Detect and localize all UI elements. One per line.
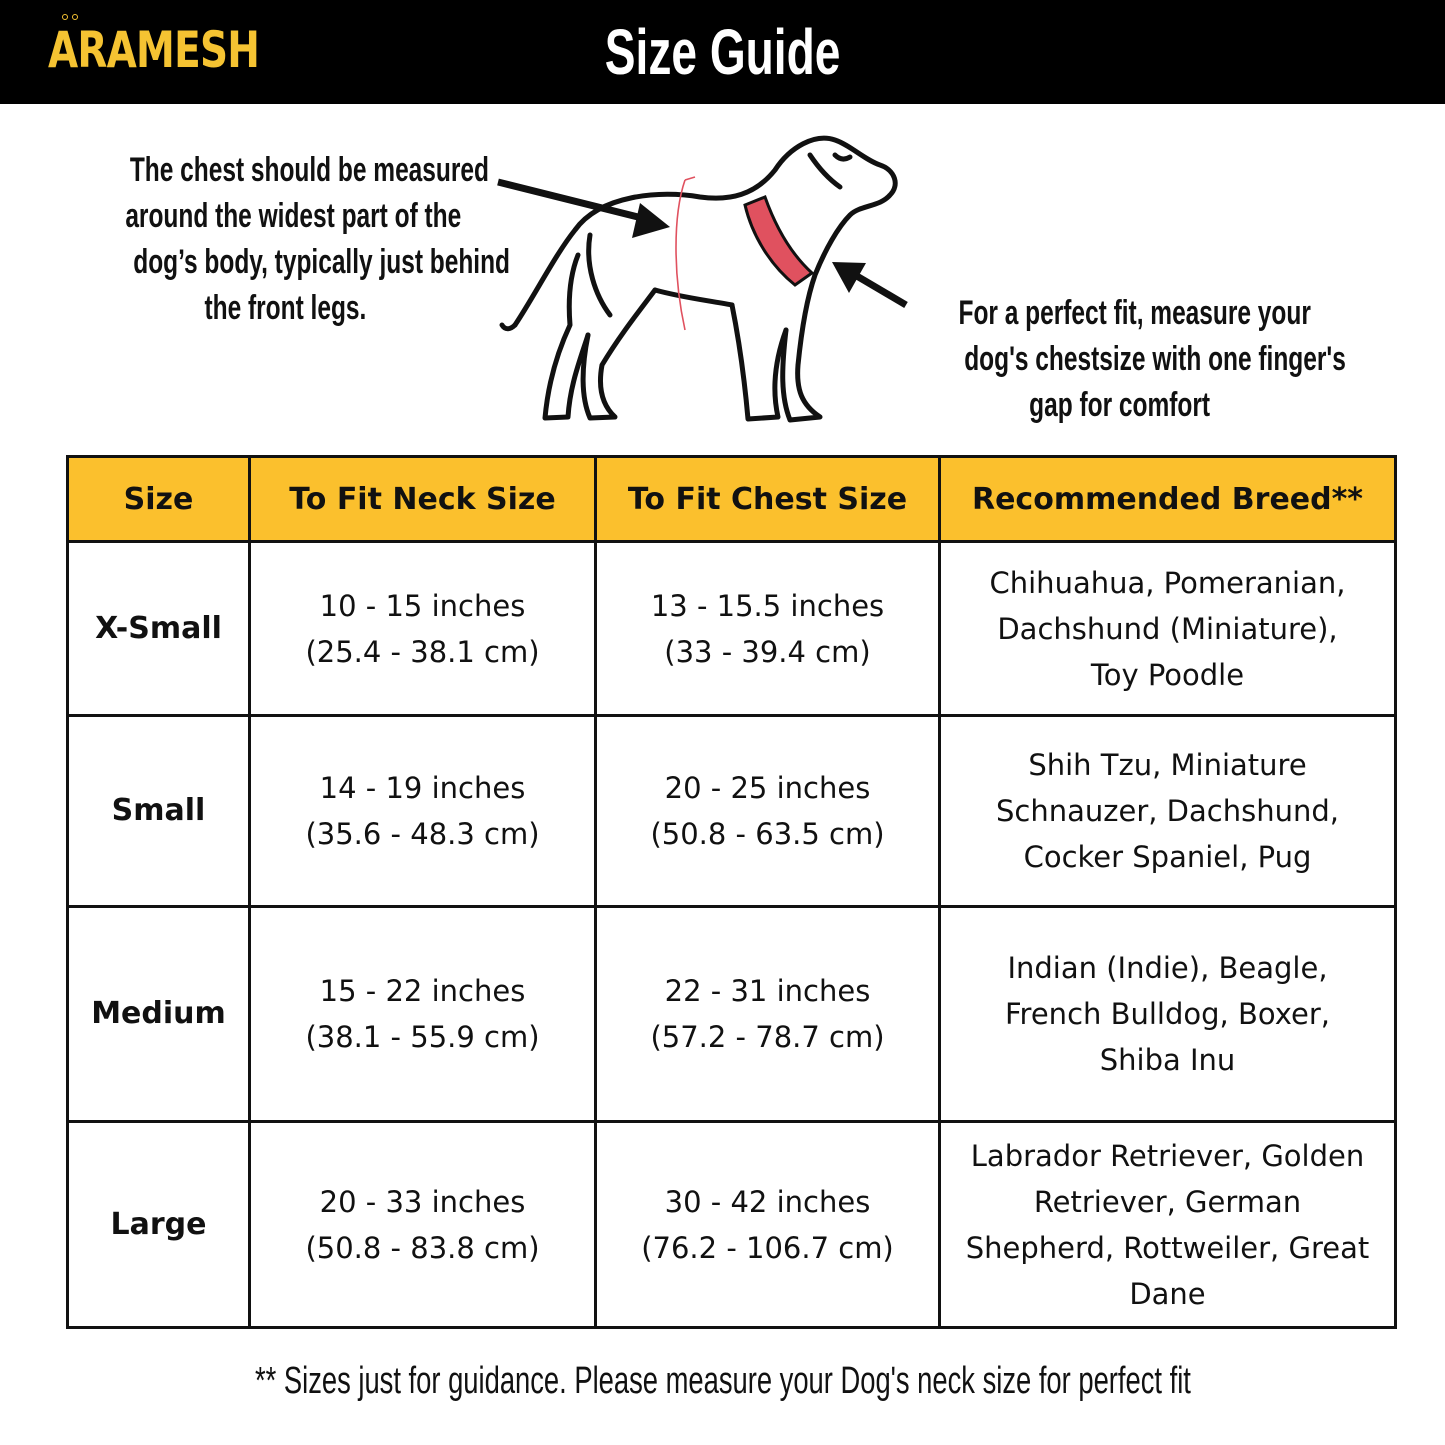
size-cell: Large (68, 1122, 250, 1328)
neck-cell: 10 - 15 inches (25.4 - 38.1 cm) (250, 542, 596, 716)
table-row (68, 1122, 1396, 1328)
table-row (68, 716, 1396, 907)
left-arrow-icon (498, 182, 670, 238)
note-line: dog’s body, typically just behind (133, 243, 511, 281)
dog-outline (502, 138, 895, 420)
brand-logo: ARAMESH (48, 21, 260, 79)
breed-cell: Chihuahua, Pomeranian, Dachshund (Miniature), Toy Poodle (940, 542, 1396, 716)
header-neck: To Fit Neck Size (250, 457, 596, 542)
page-title: Size Guide (604, 16, 841, 88)
chest-measure-note (60, 147, 510, 331)
breed-cell: Labrador Retriever, Golden Retriever, German Shepherd, Rottweiler, Great Dane (940, 1122, 1396, 1328)
footer-note: ** Sizes just for guidance. Please measure your Dog's neck size for perfect fit (254, 1360, 1191, 1402)
size-cell: X-Small (68, 542, 250, 716)
fit-tip-note (890, 290, 1350, 428)
size-cell: Small (68, 716, 250, 907)
dog-illustration (490, 125, 920, 430)
header-size: Size (68, 457, 250, 542)
breed-cell: Indian (Indie), Beagle, French Bulldog, Boxer, Shiba Inu (940, 907, 1396, 1122)
header-chest: To Fit Chest Size (596, 457, 940, 542)
neck-cell: 14 - 19 inches (35.6 - 48.3 cm) (250, 716, 596, 907)
header-bar (0, 0, 1445, 104)
breed-cell: Shih Tzu, Miniature Schnauzer, Dachshund, Cocker Spaniel, Pug (940, 716, 1396, 907)
neck-cell: 15 - 22 inches (38.1 - 55.9 cm) (250, 907, 596, 1122)
table-row (68, 542, 1396, 716)
chest-cell: 20 - 25 inches (50.8 - 63.5 cm) (596, 716, 940, 907)
note-line: dog's chestsize with one finger's (964, 340, 1346, 378)
chest-measure-line (676, 180, 685, 330)
size-table (66, 455, 1397, 1329)
chest-cell: 30 - 42 inches (76.2 - 106.7 cm) (596, 1122, 940, 1328)
chest-cell: 13 - 15.5 inches (33 - 39.4 cm) (596, 542, 940, 716)
chest-cell: 22 - 31 inches (57.2 - 78.7 cm) (596, 907, 940, 1122)
collar (745, 197, 812, 285)
note-line: the front legs. (204, 289, 366, 327)
note-line: around the widest part of the (125, 197, 462, 235)
table-row (68, 907, 1396, 1122)
note-line: For a perfect fit, measure your (958, 294, 1311, 332)
note-line: The chest should be measured (129, 151, 489, 189)
size-cell: Medium (68, 907, 250, 1122)
header-breed: Recommended Breed** (940, 457, 1396, 542)
neck-cell: 20 - 33 inches (50.8 - 83.8 cm) (250, 1122, 596, 1328)
table-header-row (68, 457, 1396, 542)
note-line: gap for comfort (1029, 386, 1211, 424)
